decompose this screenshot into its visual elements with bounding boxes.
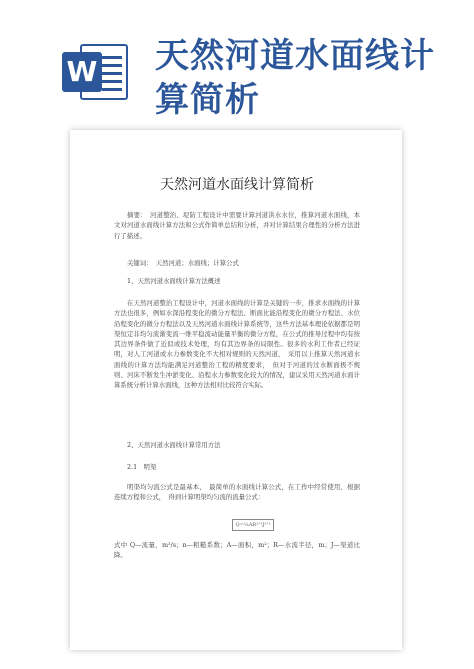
header-title: 天然河道水面线计算简析 (155, 36, 435, 120)
section-1-heading: 1、天然河道水面线计算方法概述 (127, 277, 221, 285)
page-line (102, 72, 122, 75)
abstract-paragraph: 摘要： 河道整治、堤防工程设计中需要计算河道洪水水位，推算河道水面线，本文对河道水面线计算方法和公式作简单总结和分析，并对计算结果合理性的分析方法进行了描述。 (114, 211, 360, 240)
document-title: 天然河道水面线计算简析 (160, 177, 314, 193)
keywords-line: 关键词： 天然河道；水面线；计算公式 (127, 259, 239, 267)
section-2-1-body: 明渠均匀流公式是最基本、 最简单的水面线计算公式，在工作中经常使用，根据连续方程和公式， 得到计算明渠均匀流的流量公式： (114, 483, 360, 502)
word-logo (62, 42, 130, 102)
document-page (70, 130, 402, 650)
formula-note: 式中 Q—流量，m³/s；n—粗糙系数；A—面积，m²；R—水流半径，m；J—渠道比降。 (114, 541, 360, 560)
formula: Q=¹⁄ₙAR²ᐟ³J¹ᐟ² (232, 519, 274, 531)
section-1-body: 在天然河道整治工程设计中，河道水面线的计算是关键的一步，推求水面线的计算方法也很多，例如水深沿程变化的微分方程法、断面比能沿程变化的微分方程法、水位沿程变化的微分方程法以及天然河道水面线计算系统等，这些方法基本理论依据都是明渠恒定非均匀流渐变流一维平稳流动能量平衡的微分方程，在公式的推导过程中均有按其边界条件做了近似或技术处理，均有其边界条的局限性。很多的水利工作者已经证明，对人工河道或水力参数变化不大相对规则的天然河道， 采用以上推算天然河道水面线的计算方法均能满足河道整治工程的精度要求， 但对于河道的过水断面极不规则、河床不断发生冲淤变化、沿程水力参数变化较大的情况，建议采用天然河道水面计算系统分析计算水面线，这种方法相对比较符合实际。 (114, 299, 360, 390)
page-line (102, 80, 122, 83)
word-letter-icon: W (62, 52, 102, 92)
section-2-heading: 2、天然河道水面线计算常用方法 (127, 441, 221, 449)
page-line (102, 88, 122, 91)
page-line (102, 56, 122, 59)
page-line (102, 64, 122, 67)
section-2-1-heading: 2.1 明渠 (127, 463, 157, 471)
